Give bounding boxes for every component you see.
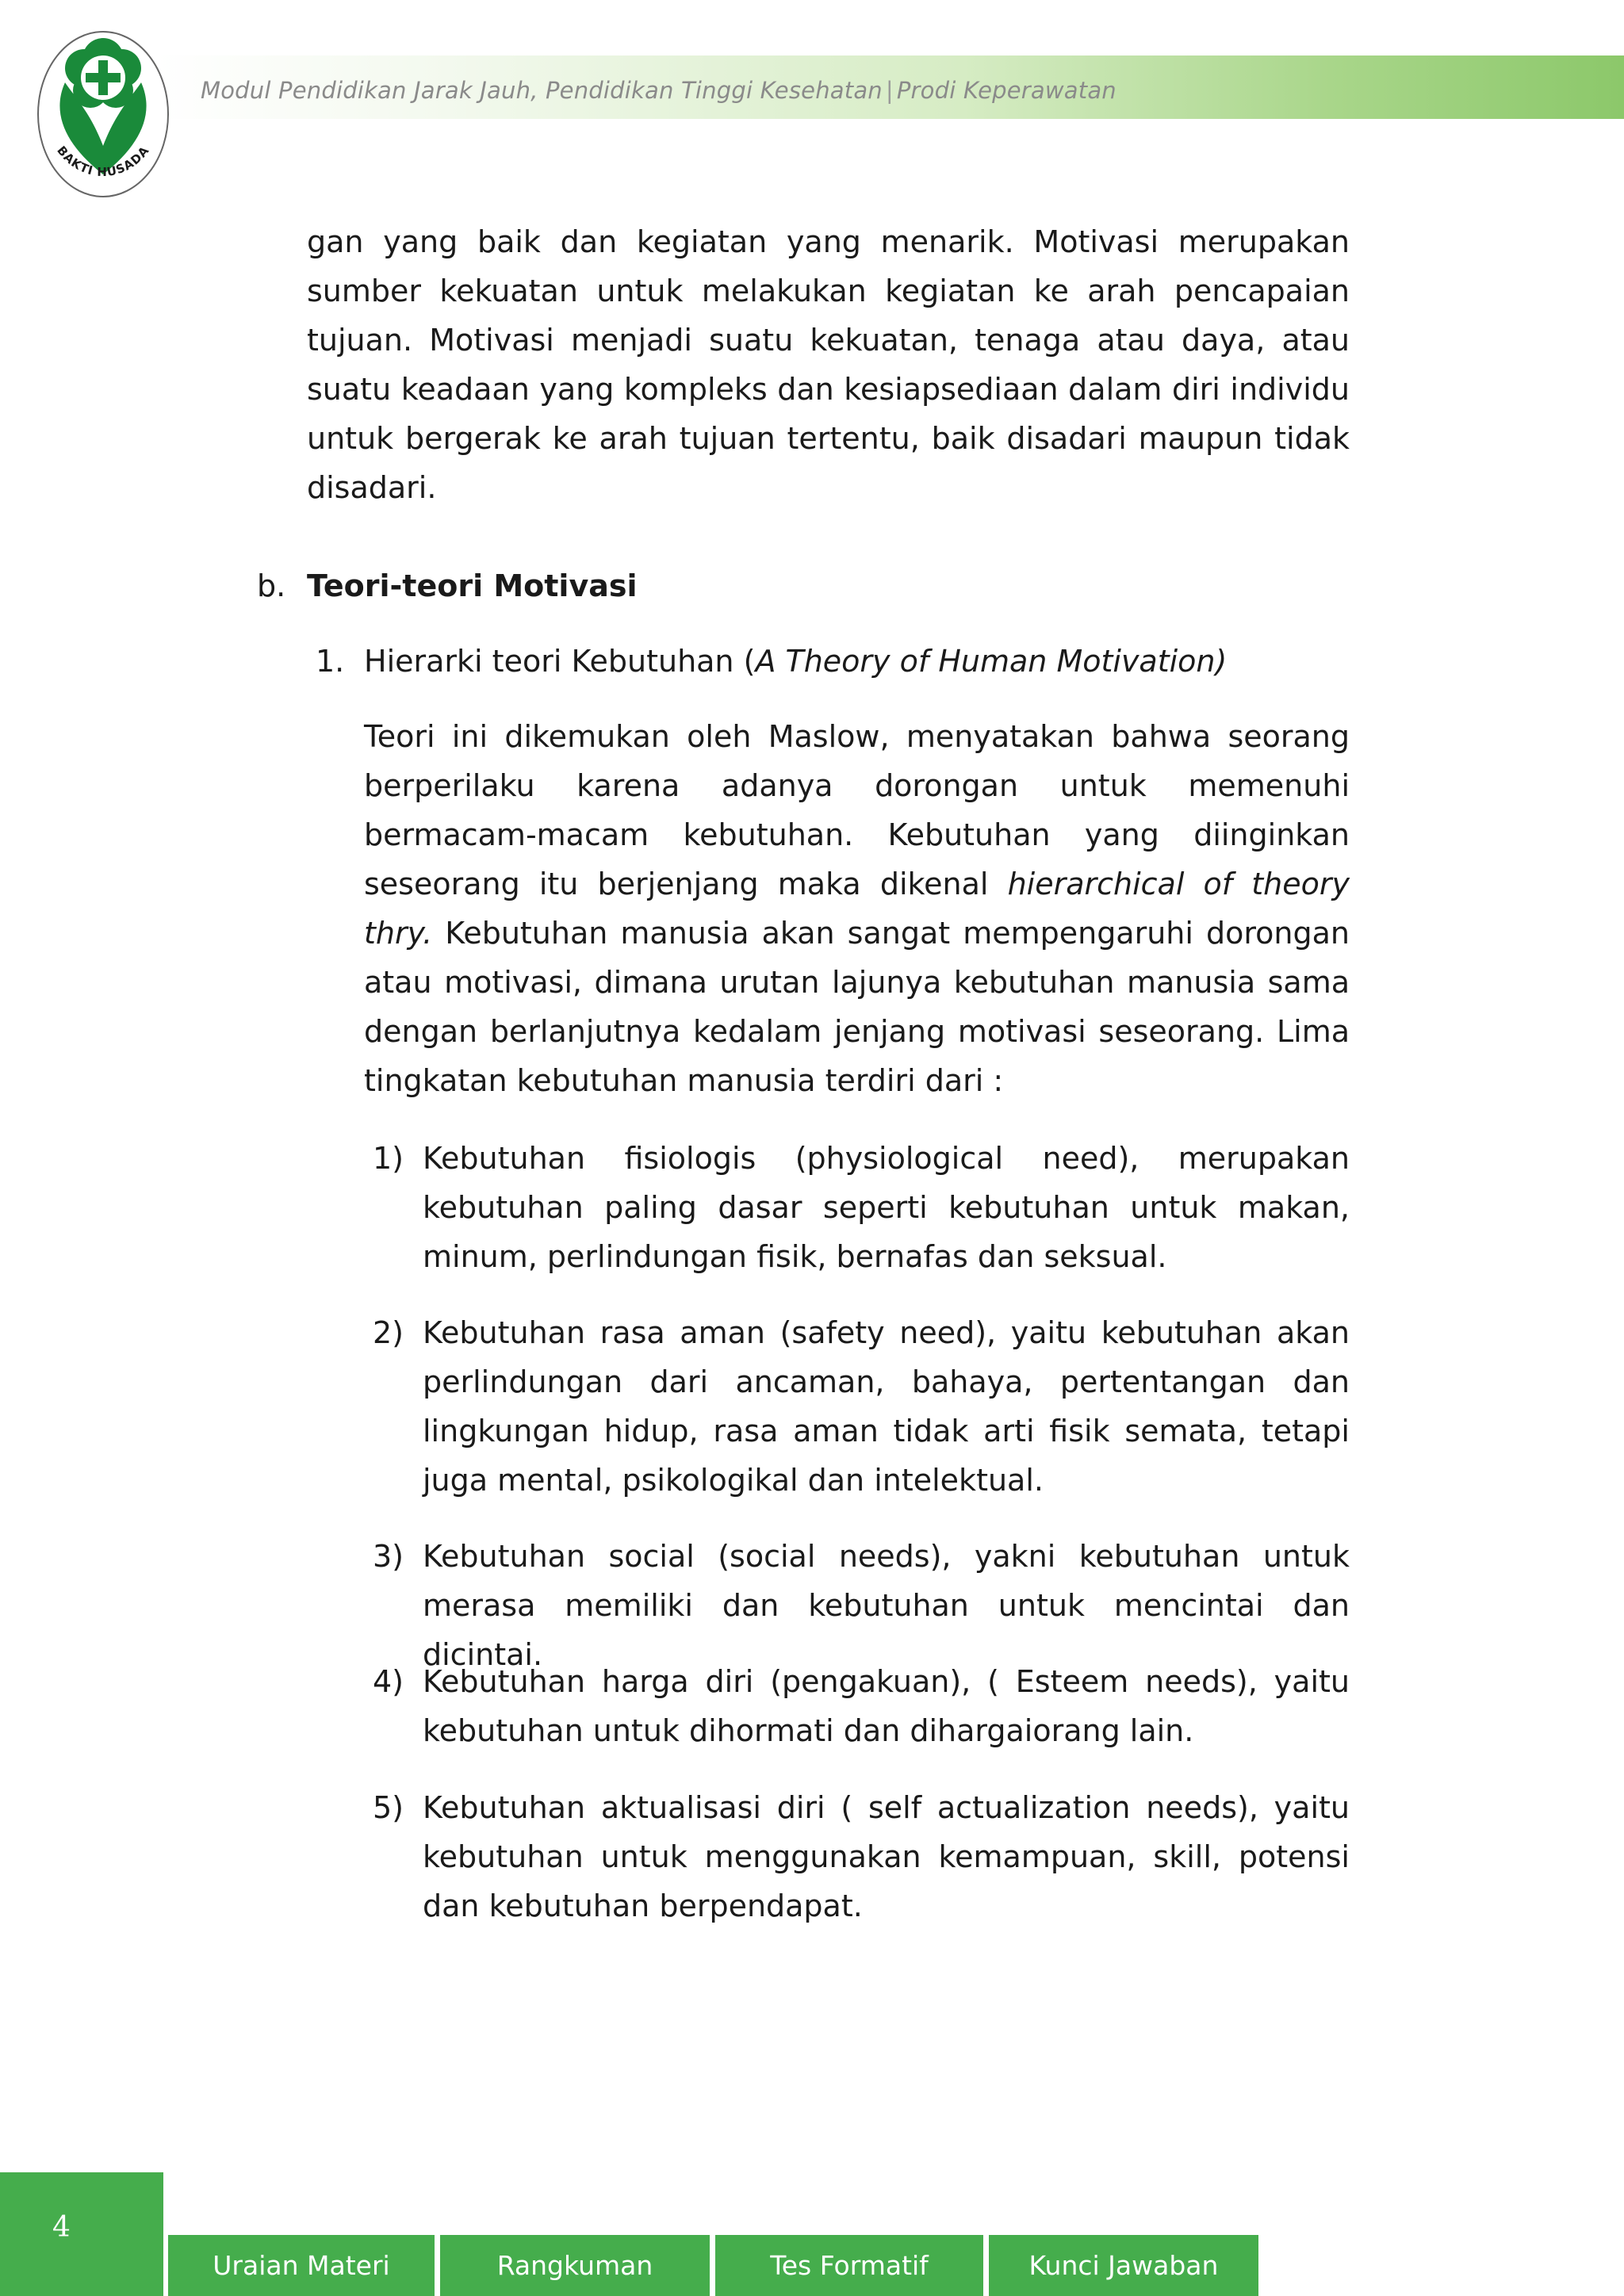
need-3-number: 3) xyxy=(373,1539,404,1574)
tab-kunci-jawaban[interactable]: Kunci Jawaban xyxy=(989,2235,1258,2296)
maslow-paragraph xyxy=(364,712,1350,1105)
need-4-text: Kebutuhan harga diri (pengakuan), ( Esteem needs), yaitu kebutuhan untuk dihormati dan dihargaiorang lain. xyxy=(423,1664,1350,1748)
maslow-paragraph-part-1: Teori ini dikemukan oleh Maslow, menyatakan bahwa seorang berperilaku karena adanya dorongan untuk memenuhi bermacam-macam kebutuhan. Kebutuhan yang diinginkan seseorang itu berjenjang maka dikenal xyxy=(364,719,1350,901)
tab-uraian-materi[interactable]: Uraian Materi xyxy=(168,2235,435,2296)
maslow-paragraph-part-3: Kebutuhan manusia akan sangat mempengaruhi dorongan atau motivasi, dimana urutan lajunya kebutuhan manusia sama dengan berlanjutnya kedalam jenjang motivasi seseorang. Lima tingkatan kebutuhan manusia terdiri dari : xyxy=(364,916,1350,1098)
intro-paragraph: gan yang baik dan kegiatan yang menarik. Motivasi merupakan sumber kekuatan untuk melakukan kegiatan ke arah pencapaian tujuan. Motivasi menjadi suatu kekuatan, tenaga atau daya, atau suatu keadaan yang kompleks dan kesiapsediaan dalam diri individu untuk bergerak ke arah tujuan tertentu, baik disadari maupun tidak disadari. xyxy=(307,224,1350,505)
need-1-text: Kebutuhan fisiologis (physiological need), merupakan kebutuhan paling dasar seperti kebutuhan untuk makan, minum, perlindungan fisik, bernafas dan seksual. xyxy=(423,1141,1350,1274)
header-title-separator: | xyxy=(885,77,894,104)
item-1-title-italic: A Theory of Human Motivation) xyxy=(755,644,1228,679)
header-title-program: Prodi Keperawatan xyxy=(896,77,1116,104)
section-b-marker: b. xyxy=(257,568,286,603)
item-1-title xyxy=(364,637,1227,686)
page-number-box xyxy=(0,2172,163,2296)
need-5-text: Kebutuhan aktualisasi diri ( self actualization needs), yaitu kebutuhan untuk menggunakan kemampuan, skill, potensi dan kebutuhan berpendapat. xyxy=(423,1790,1350,1923)
item-1-number: 1. xyxy=(316,644,345,679)
header-title xyxy=(201,77,1116,104)
section-b-title: Teori-teori Motivasi xyxy=(307,568,638,603)
need-1-number: 1) xyxy=(373,1141,404,1176)
logo-text: BAKTI HUSADA xyxy=(54,143,152,180)
header-title-module: Modul Pendidikan Jarak Jauh, Pendidikan Tinggi Kesehatan xyxy=(201,77,883,104)
need-5-number: 5) xyxy=(373,1790,404,1825)
need-3-text: Kebutuhan social (social needs), yakni kebutuhan untuk merasa memiliki dan kebutuhan untuk mencintai dan dicintai. xyxy=(423,1539,1350,1672)
need-2-text: Kebutuhan rasa aman (safety need), yaitu kebutuhan akan perlindungan dari ancaman, bahaya, pertentangan dan lingkungan hidup, rasa aman tidak arti fisik semata, tetapi juga mental, psikologikal dan intelektual. xyxy=(423,1315,1350,1498)
maslow-paragraph-italic: hierarchical of theory thry. xyxy=(364,867,1350,951)
item-1-title-plain: Hierarki teori Kebutuhan ( xyxy=(364,644,756,679)
need-2-number: 2) xyxy=(373,1315,404,1350)
bakti-husada-logo xyxy=(35,27,171,203)
tab-tes-formatif[interactable]: Tes Formatif xyxy=(715,2235,983,2296)
need-4-number: 4) xyxy=(373,1664,404,1699)
page-number: 4 xyxy=(52,2211,71,2244)
tab-rangkuman[interactable]: Rangkuman xyxy=(440,2235,710,2296)
